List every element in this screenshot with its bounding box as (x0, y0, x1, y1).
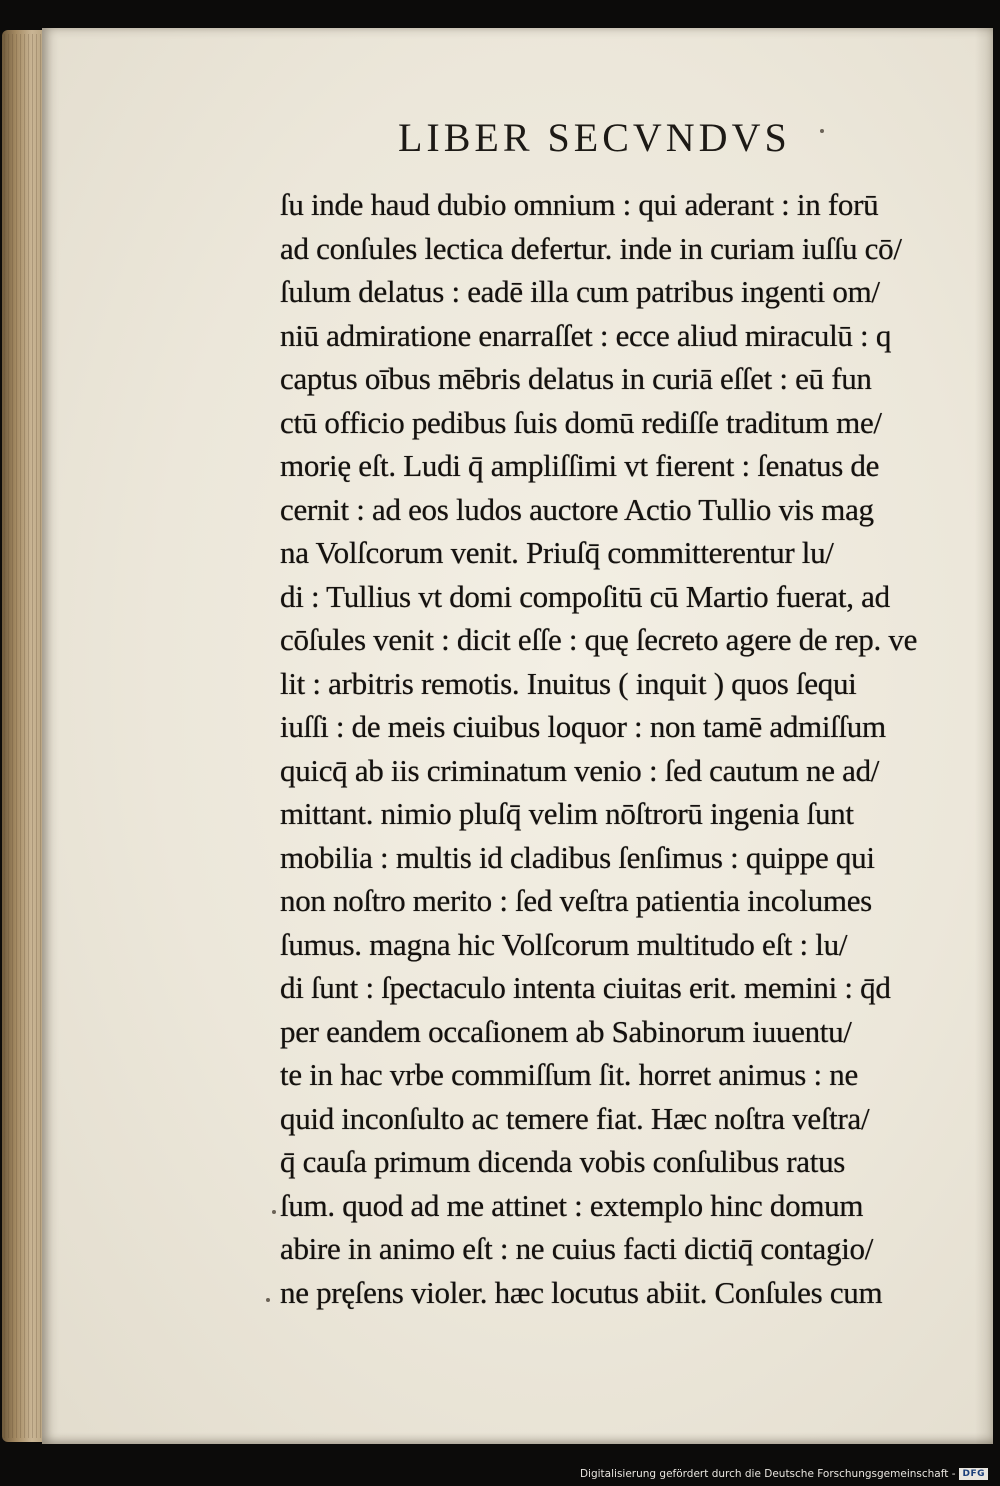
text-line: te in hac vrbe commiſſum ſit. horret animus : ne (280, 1057, 858, 1092)
text-line: mittant. nimio pluſq̄ velim nōſtrorū ingenia ſunt (280, 796, 854, 831)
text-line: morię eſt. Ludi q̄ ampliſſimi vt fierent : ſenatus de (280, 448, 880, 483)
credit-text: Digitalisierung gefördert durch die Deutsche Forschungsgemeinschaft - (579, 1468, 956, 1480)
ink-speck (272, 1210, 276, 1214)
text-line: iuſſi : de meis ciuibus loquor : non tamē admiſſum (280, 709, 886, 744)
text-line: abire in animo eſt : ne cuius facti dictiq̄ contagio/ (280, 1231, 874, 1266)
page-shadow (975, 28, 993, 1444)
text-line: ad conſules lectica defertur. inde in curiam iuſſu cō/ (280, 230, 902, 266)
text-line: niū admiratione enarraſſet : ecce aliud miraculū : q (280, 317, 892, 353)
text-line: quid inconſulto ac temere fiat. Hæc noſtra veſtra/ (280, 1100, 870, 1136)
text-line: di : Tullius vt domi compoſitū cū Martio fuerat, ad (280, 578, 890, 614)
text-line: ſumus. magna hic Volſcorum multitudo eſt : lu/ (280, 926, 848, 962)
book-page (42, 28, 993, 1444)
ink-speck (820, 129, 824, 133)
ink-speck (266, 1298, 270, 1302)
dfg-logo: DFG (959, 1468, 988, 1480)
text-line: ſum. quod ad me attinet : extemplo hinc domum (280, 1187, 864, 1223)
text-line: di ſunt : ſpectaculo intenta ciuitas erit. memini : q̄d (280, 970, 891, 1005)
text-line: q̄ cauſa primum dicenda vobis conſulibus ratus (280, 1144, 846, 1179)
text-line: ſu inde haud dubio omnium : qui aderant : in forū (280, 187, 879, 222)
text-line: na Volſcorum venit. Priuſq̄ committerentur lu/ (280, 535, 834, 570)
text-line: lit : arbitris remotis. Inuitus ( inquit ) quos ſequi (280, 665, 857, 701)
text-line: ctū officio pedibus ſuis domū rediſſe traditum me/ (280, 404, 882, 440)
text-line: ſulum delatus : eadē illa cum patribus ingenti om/ (280, 274, 880, 309)
text-line: captus oībus mēbris delatus in curiā eſſet : eū fun (280, 361, 872, 396)
text-line: cōſules venit : dicit eſſe : quę ſecreto agere de rep. ve (280, 622, 918, 657)
text-line: per eandem occaſionem ab Sabinorum iuuentu/ (280, 1013, 852, 1049)
digitization-credit (580, 1468, 988, 1480)
text-line: ne pręſens violer. hæc locutus abiit. Conſules cum (280, 1274, 883, 1310)
body-text (280, 183, 960, 1314)
text-line: non noſtro merito : ſed veſtra patientia incolumes (280, 883, 872, 918)
running-head: LIBER SECVNDVS (398, 115, 791, 160)
page-edge-texture (4, 34, 44, 1438)
text-line: mobilia : multis id cladibus ſenſimus : quippe qui (280, 839, 875, 875)
text-line: quicq̄ ab iis criminatum venio : ſed cautum ne ad/ (280, 752, 880, 788)
text-line: cernit : ad eos ludos auctore Actio Tullio vis mag (280, 491, 874, 527)
